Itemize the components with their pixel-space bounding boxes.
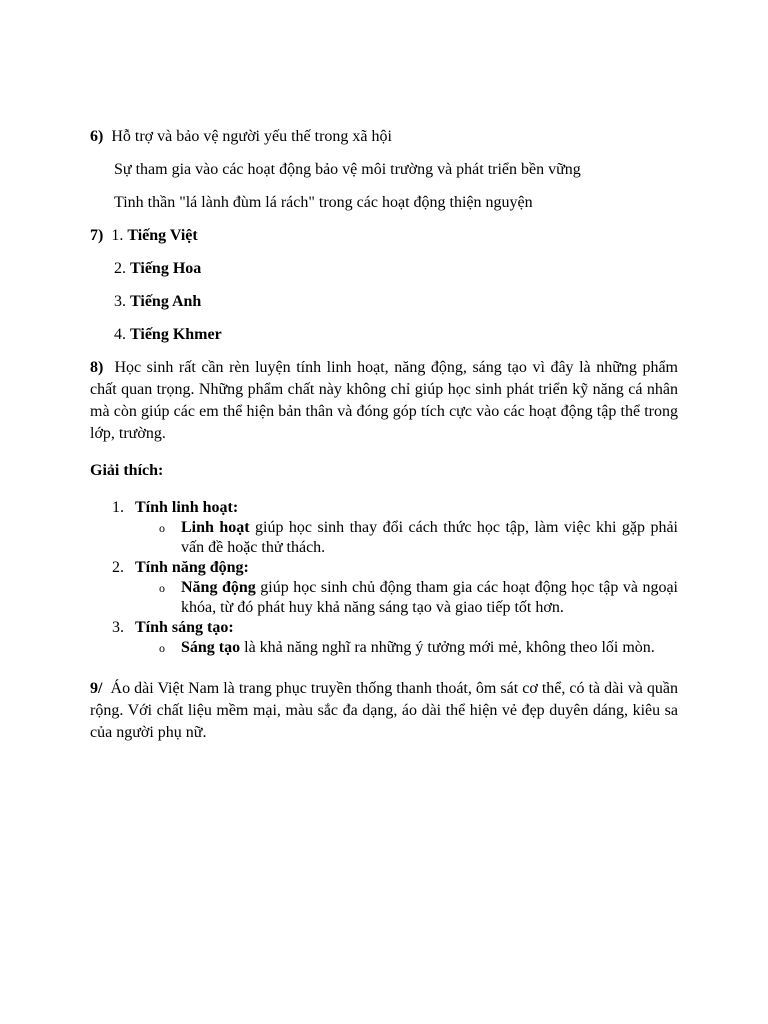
q7-item-text: Tiếng Hoa [130, 260, 202, 277]
explain-item-1 [90, 498, 678, 558]
q6-line3: Tinh thần "lá lành đùm lá rách" trong các hoạt động thiện nguyện [114, 194, 533, 211]
explain-sub-item-1 [135, 518, 678, 558]
bullet-icon: o [159, 581, 165, 595]
q7-item-2 [90, 258, 678, 280]
q7-item-1 [90, 225, 678, 247]
explain-item-title: Tính linh hoạt: [135, 499, 239, 516]
explain-item-title: Tính sáng tạo: [135, 619, 234, 636]
q6-line1 [90, 126, 678, 148]
explain-sub-text: là khả năng nghĩ ra những ý tưởng mới mẻ, không theo lối mòn. [240, 639, 655, 656]
explain-heading: Giải thích: [90, 462, 164, 479]
q6-line1-text: Hỗ trợ và bảo vệ người yếu thế trong xã hội [111, 128, 392, 145]
q7-item-text: Tiếng Anh [130, 293, 202, 310]
q7-item-4 [90, 324, 678, 346]
explain-sub-list [135, 518, 678, 558]
q7-item-text: Tiếng Việt [127, 227, 198, 244]
q7-item-num: 2. [114, 260, 126, 277]
explain-item-3 [90, 618, 678, 658]
q9-paragraph [90, 678, 678, 744]
q7-number: 7) [90, 227, 104, 244]
explain-sub-bold: Sáng tạo [181, 639, 241, 656]
explain-list [90, 498, 678, 658]
explain-item-2 [90, 558, 678, 618]
explain-sub-list [135, 578, 678, 618]
q7-item-num: 4. [114, 326, 126, 343]
q6-number: 6) [90, 128, 104, 145]
q9-text: Áo dài Việt Nam là trang phục truyền thống thanh thoát, ôm sát cơ thể, có tà dài và quần rộng. Với chất liệu mềm mại, màu sắc đa dạng, áo dài thể hiện vẻ đẹp duyên dáng, kiêu sa của người phụ nữ. [90, 680, 679, 741]
q8-paragraph [90, 357, 678, 445]
q7-item-text: Tiếng Khmer [130, 326, 222, 343]
q7-item-num: 3. [114, 293, 126, 310]
explain-item-num: 2. [112, 559, 124, 576]
q6-line2: Sự tham gia vào các hoạt động bảo vệ môi trường và phát triển bền vững [114, 161, 581, 178]
q8-text: Học sinh rất cần rèn luyện tính linh hoạt, năng động, sáng tạo vì đây là những phẩm chất quan trọng. Những phẩm chất này không chỉ giúp học sinh phát triển kỹ năng cá nhân mà còn giúp các em thể hiện bản thân và đóng góp tích cực vào các hoạt động tập thể trong lớp, trường. [90, 359, 679, 442]
explain-sub-text: giúp học sinh thay đổi cách thức học tập, làm việc khi gặp phải vấn đề hoặc thử thách. [181, 519, 678, 556]
q7-item-num: 1. [111, 227, 124, 244]
q7-item-3 [90, 291, 678, 313]
explain-item-num: 3. [112, 619, 124, 636]
explain-sub-item-2 [135, 578, 678, 618]
explain-sub-text: giúp học sinh chủ động tham gia các hoạt động học tập và ngoại khóa, từ đó phát huy khả năng sáng tạo và giao tiếp tốt hơn. [181, 579, 678, 616]
explain-sub-bold: Linh hoạt [181, 519, 250, 536]
explain-sub-list [135, 638, 678, 658]
explain-item-title: Tính năng động: [135, 559, 249, 576]
explain-sub-item-3 [135, 638, 678, 658]
q8-number: 8) [90, 359, 104, 376]
bullet-icon: o [159, 521, 165, 535]
document-content [90, 126, 678, 744]
q9-number: 9/ [90, 680, 103, 697]
bullet-icon: o [159, 641, 165, 655]
explain-item-num: 1. [112, 499, 124, 516]
explain-sub-bold: Năng động [181, 579, 256, 596]
